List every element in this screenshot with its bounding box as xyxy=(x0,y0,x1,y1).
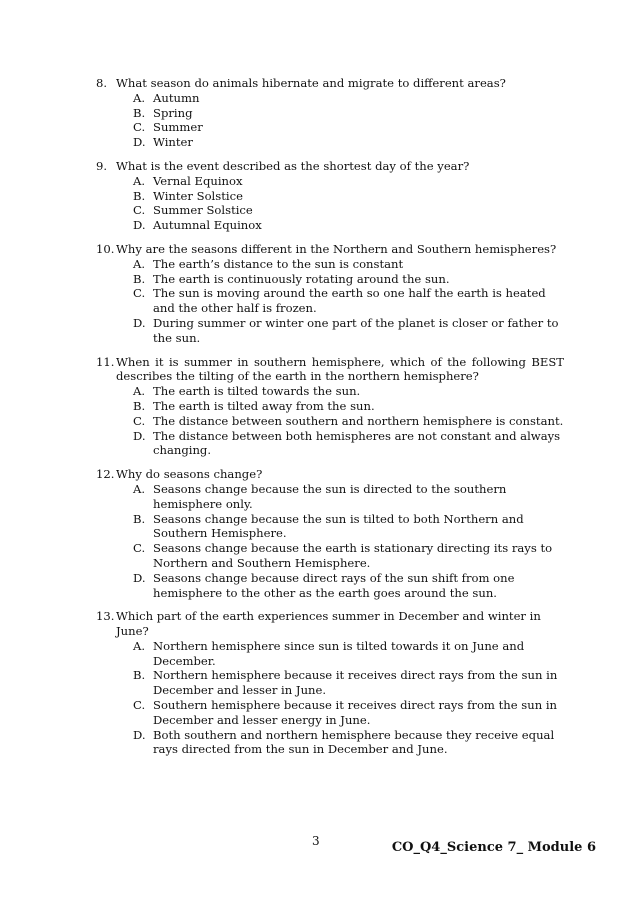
option-text: Seasons change because the sun is tilted to both Northern and Southern Hemisphere. xyxy=(153,511,524,541)
option-text: The distance between both hemispheres are not constant and always changing. xyxy=(153,428,561,458)
option-item xyxy=(96,272,564,287)
option-item xyxy=(96,728,564,758)
option-item xyxy=(96,203,564,218)
question-number: 10. xyxy=(96,241,115,256)
question-item xyxy=(96,159,564,233)
option-item xyxy=(96,399,564,414)
option-text: Seasons change because direct rays of the sun shift from one hemisphere to the other as the earth goes around the sun. xyxy=(153,570,515,600)
question-text: Which part of the earth experiences summer in December and winter in June? xyxy=(116,609,541,639)
option-text: During summer or winter one part of the planet is closer or father to the sun. xyxy=(153,315,559,345)
footer-module-code: CO_Q4_Science 7_ Module 6 xyxy=(391,840,596,855)
option-text: Northern hemisphere because it receives direct rays from the sun in December and lesser in June. xyxy=(153,668,558,698)
option-list xyxy=(96,384,564,458)
option-item xyxy=(96,286,564,316)
option-letter: C. xyxy=(133,541,146,556)
option-letter: D. xyxy=(133,135,146,150)
option-item xyxy=(96,668,564,698)
option-text: The sun is moving around the earth so one half the earth is heated and the other half is frozen. xyxy=(153,286,546,316)
option-letter: B. xyxy=(133,398,146,413)
option-letter: A. xyxy=(133,481,146,496)
question-item xyxy=(96,355,564,459)
option-letter: A. xyxy=(133,256,146,271)
option-letter: D. xyxy=(133,428,146,443)
option-letter: C. xyxy=(133,203,146,218)
question-item xyxy=(96,609,564,757)
question-number: 11. xyxy=(96,354,115,369)
option-letter: B. xyxy=(133,188,146,203)
option-list xyxy=(96,257,564,346)
option-item xyxy=(96,482,564,512)
option-text: Winter xyxy=(153,135,193,150)
option-text: The earth is continuously rotating around the sun. xyxy=(153,271,450,286)
option-item xyxy=(96,106,564,121)
option-list xyxy=(96,174,564,233)
option-letter: C. xyxy=(133,286,146,301)
question-text: Why do seasons change? xyxy=(116,467,263,482)
question-text: What is the event described as the shortest day of the year? xyxy=(116,158,470,173)
option-item xyxy=(96,512,564,542)
option-letter: D. xyxy=(133,570,146,585)
option-text: Seasons change because the earth is stationary directing its rays to Northern and Southern Hemisphere. xyxy=(153,541,553,570)
question-number: 13. xyxy=(96,609,115,624)
option-letter: C. xyxy=(133,413,146,428)
option-text: Spring xyxy=(153,105,193,120)
option-list xyxy=(96,91,564,150)
option-item xyxy=(96,429,564,459)
option-text: Winter Solstice xyxy=(153,188,243,203)
option-text: The earth is tilted towards the sun. xyxy=(153,384,361,399)
option-letter: D. xyxy=(133,218,146,233)
option-text: The distance between southern and northern hemisphere is constant. xyxy=(153,413,564,428)
option-text: Southern hemisphere because it receives direct rays from the sun in December and lesser energy in June. xyxy=(153,698,558,727)
option-letter: D. xyxy=(133,315,146,330)
option-letter: A. xyxy=(133,384,146,399)
question-list xyxy=(96,76,564,766)
option-item xyxy=(96,135,564,150)
question-text: Why are the seasons different in the Northern and Southern hemispheres? xyxy=(116,241,557,256)
question-number: 12. xyxy=(96,467,115,482)
option-text: Summer xyxy=(153,120,203,135)
option-item xyxy=(96,91,564,106)
question-item xyxy=(96,467,564,600)
option-text: Vernal Equinox xyxy=(153,173,243,188)
question-number: 9. xyxy=(96,158,108,173)
option-text: Seasons change because the sun is directed to the southern hemisphere only. xyxy=(153,481,507,511)
option-text: Autumnal Equinox xyxy=(153,218,262,233)
option-letter: A. xyxy=(133,90,146,105)
question-number: 8. xyxy=(96,76,108,90)
option-letter: B. xyxy=(133,668,146,683)
option-list xyxy=(96,482,564,600)
option-text: Summer Solstice xyxy=(153,203,253,218)
option-item xyxy=(96,541,564,571)
option-item xyxy=(96,698,564,728)
option-item xyxy=(96,257,564,272)
option-letter: B. xyxy=(133,511,146,526)
option-letter: D. xyxy=(133,727,146,742)
option-letter: B. xyxy=(133,105,146,120)
question-text: When it is summer in southern hemisphere, which of the following BEST describes the tilting of the earth in the northern hemisphere? xyxy=(116,354,564,384)
option-item xyxy=(96,414,564,429)
option-item xyxy=(96,174,564,189)
option-letter: C. xyxy=(133,120,146,135)
option-item xyxy=(96,639,564,669)
question-item xyxy=(96,76,564,150)
option-text: The earth’s distance to the sun is constant xyxy=(153,256,404,271)
option-text: The earth is tilted away from the sun. xyxy=(153,398,375,413)
question-text: What season do animals hibernate and migrate to different areas? xyxy=(116,76,506,90)
option-list xyxy=(96,639,564,757)
option-item xyxy=(96,384,564,399)
option-item xyxy=(96,120,564,135)
option-letter: A. xyxy=(133,638,146,653)
option-letter: A. xyxy=(133,173,146,188)
option-item xyxy=(96,316,564,346)
option-item xyxy=(96,571,564,601)
option-letter: B. xyxy=(133,271,146,286)
page-number: 3 xyxy=(312,834,320,848)
option-item xyxy=(96,218,564,233)
option-text: Northern hemisphere since sun is tilted towards it on June and December. xyxy=(153,638,525,668)
option-text: Both southern and northern hemisphere because they receive equal rays directed from the sun in December and June. xyxy=(153,727,555,757)
option-text: Autumn xyxy=(153,90,200,105)
option-letter: C. xyxy=(133,698,146,713)
question-item xyxy=(96,242,564,346)
option-item xyxy=(96,189,564,204)
